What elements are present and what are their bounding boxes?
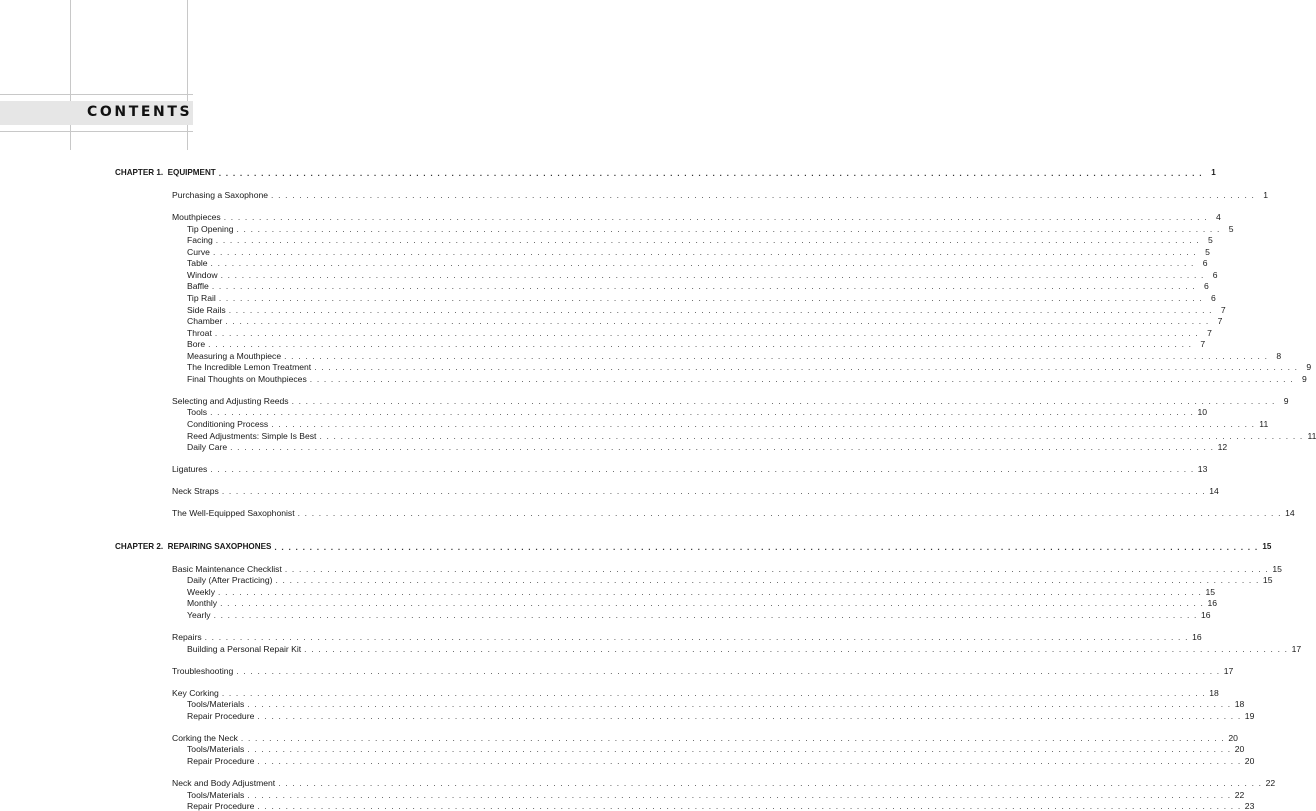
- subsection-title: Final Thoughts on Mouthpieces: [187, 373, 307, 384]
- section-title: Neck and Body Adjustment: [172, 778, 276, 788]
- subsection-title: Conditioning Process: [187, 418, 269, 429]
- toc-subsection[interactable]: [187, 642, 1302, 654]
- subsection-title: Yearly: [187, 610, 211, 620]
- chapter-name: EQUIPMENT: [167, 168, 216, 177]
- dot-leader: . . . . . . . . . . . . . . . . . . . . . . . . . . . . . . . . . . . . . . . . . . . . . . . . . . . . . . . . . . . . . . . . . . . . . . . . . . . . . . . . . . . . . . . . . . . . . . . . . . . . . . . . . . . . . . . . . . . . . . . . . . . . . . . . . . . . . . . . . . . .: [314, 362, 1299, 373]
- toc-subsection[interactable]: [187, 573, 1273, 586]
- chapter-title: [115, 168, 216, 178]
- chapter-label: CHAPTER 1.: [115, 168, 164, 177]
- toc-section[interactable]: [172, 731, 1238, 743]
- dot-leader: . . . . . . . . . . . . . . . . . . . . . . . . . . . . . . . . . . . . . . . . . . . . . . . . . . . . . . . . . . . . . . . . . . . . . . . . . . . . . . . . . . . . . . . . . . . . . . . . . . . . . . . . . . . . . . . . . . . . . . . . . . . . . . . . . . . . . . . . . . . .: [204, 632, 1189, 643]
- page-number: 7: [1220, 304, 1226, 315]
- toc-subsection[interactable]: [187, 233, 1213, 246]
- toc-subsection[interactable]: [187, 256, 1208, 269]
- page-number: 13: [1197, 464, 1208, 475]
- page-number: 16: [1201, 610, 1211, 620]
- toc-subsection[interactable]: [187, 372, 1307, 384]
- page-number: 17: [1291, 643, 1302, 654]
- dot-leader: . . . . . . . . . . . . . . . . . . . . . . . . . . . . . . . . . . . . . . . . . . . . . . . . . . . . . . . . . . . . . . . . . . . . . . . . . . . . . . . . . . . . . . . . . . . . . . . . . . . . . . . . . . . . . . . . . . . . . . . . . . . . . . . . . . . . . . . . . . . .: [212, 246, 1197, 257]
- toc-subsection[interactable]: [187, 608, 1211, 620]
- subsection-title: Repair Procedure: [187, 801, 255, 811]
- section-title: Selecting and Adjusting Reeds: [172, 395, 289, 406]
- section-title: Key Corking: [172, 687, 219, 698]
- dot-leader: . . . . . . . . . . . . . . . . . . . . . . . . . . . . . . . . . . . . . . . . . . . . . . . . . . . . . . . . . . . . . . . . . . . . . . . . . . . . . . . . . . . . . . . . . . . . . . . . . . . . . . . . . . . . . . . . . . . . . . . . . . . . . . . . . . . . . . . . . . . .: [210, 407, 1195, 418]
- dot-leader: . . . . . . . . . . . . . . . . . . . . . . . . . . . . . . . . . . . . . . . . . . . . . . . . . . . . . . . . . . . . . . . . . . . . . . . . . . . . . . . . . . . . . . . . . . . . . . . . . . . . . . . . . . . . . . . . . . . . . . . . . . . . . . . . . . . . . . . . . . . .: [291, 395, 1276, 406]
- page-number: 5: [1205, 246, 1210, 257]
- toc-subsection[interactable]: [187, 349, 1282, 361]
- page-number: 8: [1276, 350, 1282, 361]
- dot-leader: . . . . . . . . . . . . . . . . . . . . . . . . . . . . . . . . . . . . . . . . . . . . . . . . . . . . . . . . . . . . . . . . . . . . . . . . . . . . . . . . . . . . . . . . . . . . . . . . . . . . . . . . . . . . . . . . . . . . . . . . . . . . . . . . . . . . . . . . . . . .: [223, 212, 1208, 223]
- dot-leader: . . . . . . . . . . . . . . . . . . . . . . . . . . . . . . . . . . . . . . . . . . . . . . . . . . . . . . . . . . . . . . . . . . . . . . . . . . . . . . . . . . . . . . . . . . . . . . . . . . . . . . . . . . . . . . . . . . . . . . . . . . . . . . . . . . . . . . . . . . . .: [319, 430, 1304, 441]
- page-number: 20: [1234, 744, 1245, 755]
- toc-subsection[interactable]: [187, 360, 1312, 373]
- page-number: 6: [1211, 292, 1216, 303]
- section-title: Ligatures: [172, 464, 208, 475]
- dot-leader: . . . . . . . . . . . . . . . . . . . . . . . . . . . . . . . . . . . . . . . . . . . . . . . . . . . . . . . . . . . . . . . . . . . . . . . . . . . . . . . . . . . . . . . . . . . . . . . . . . . . . . . . . . . . . . . . . . . . . . . . . . . . . . . . . . . . . . . . . . . .: [221, 486, 1206, 497]
- subsection-title: Daily (After Practicing): [187, 575, 273, 586]
- toc-chapter-2[interactable]: [115, 540, 1272, 552]
- page-number: 9: [1306, 362, 1312, 373]
- subsection-title: Weekly: [187, 586, 216, 597]
- toc-section[interactable]: [172, 210, 1221, 223]
- dot-leader: . . . . . . . . . . . . . . . . . . . . . . . . . . . . . . . . . . . . . . . . . . . . . . . . . . . . . . . . . . . . . . . . . . . . . . . . . . . . . . . . . . . . . . . . . . . . . . . . . . . . . . . . . . . . . . . . . . . . . . . . . . . . . . . . . . . . . . . . . . . .: [297, 508, 1282, 519]
- dot-leader: . . . . . . . . . . . . . . . . . . . . . . . . . . . . . . . . . . . . . . . . . . . . . . . . . . . . . . . . . . . . . . . . . . . . . . . . . . . . . . . . . . . . . . . . . . . . . . . . . . . . . . . . . . . . . . . . . . . . . . . . . . . . . . . . . . . . . . . . . . . .: [284, 563, 1269, 574]
- toc-section[interactable]: [172, 394, 1289, 406]
- page-number: 15: [1262, 541, 1272, 551]
- subsection-title: The Incredible Lemon Treatment: [187, 362, 312, 373]
- subsection-title: Baffle: [187, 281, 209, 292]
- toc-subsection[interactable]: [187, 405, 1208, 418]
- subsection-title: Throat: [187, 327, 212, 338]
- subsection-title: Daily Care: [187, 442, 228, 453]
- dot-leader: . . . . . . . . . . . . . . . . . . . . . . . . . . . . . . . . . . . . . . . . . . . . . . . . . . . . . . . . . . . . . . . . . . . . . . . . . . . . . . . . . . . . . . . . . . . . . . . . . . . . . . . . . . . . . . . . . . . . . . . . . . . . . . . . . . . . . . . . . . . .: [278, 778, 1263, 788]
- dot-leader: . . . . . . . . . . . . . . . . . . . . . . . . . . . . . . . . . . . . . . . . . . . . . . . . . . . . . . . . . . . . . . . . . . . . . . . . . . . . . . . . . . . . . . . . . . . . . . . . . . . . . . . . . . . . . . . . . . . . . . . . . . . . . . . . . . . . . . . . . . . .: [247, 789, 1232, 800]
- toc-subsection[interactable]: [187, 268, 1218, 280]
- dot-leader: . . . . . . . . . . . . . . . . . . . . . . . . . . . . . . . . . . . . . . . . . . . . . . . . . . . . . . . . . . . . . . . . . . . . . . . . . . . . . . . . . . . . . . . . . . . . . . . . . . . . . . . . . . . . . . . . . . . . . . . . . . . . . . . . . . . . . . . . . . . .: [225, 316, 1210, 327]
- dot-leader: . . . . . . . . . . . . . . . . . . . . . . . . . . . . . . . . . . . . . . . . . . . . . . . . . . . . . . . . . . . . . . . . . . . . . . . . . . . . . . . . . . . . . . . . . . . . . . . . . . . . . . . . . . . . . . . . . . . . . . . . . . . . . . . . . . . . . . . . . . . .: [218, 586, 1203, 597]
- page-number: 16: [1207, 598, 1218, 609]
- dot-leader: . . . . . . . . . . . . . . . . . . . . . . . . . . . . . . . . . . . . . . . . . . . . . . . . . . . . . . . . . . . . . . . . . . . . . . . . . . . . . . . . . . . . . . . . . . . . . . . . . . . . . . . . . . . . . . . . . . . . . . . . . . . . . . . . . . . . . . . . . . . .: [211, 281, 1196, 292]
- dot-leader: . . . . . . . . . . . . . . . . . . . . . . . . . . . . . . . . . . . . . . . . . . . . . . . . . . . . . . . . . . . . . . . . . . . . . . . . . . . . . . . . . . . . . . . . . . . . . . . . . . . . . . . . . . . . . . . . . . . . . . . . . . . . . . . . . . . . . . . . . . . .: [218, 168, 1203, 178]
- toc-subsection[interactable]: [187, 697, 1245, 710]
- subsection-title: Tip Opening: [187, 223, 234, 234]
- subsection-title: Tools/Materials: [187, 744, 245, 755]
- toc-subsection[interactable]: [187, 709, 1255, 721]
- page-number: 6: [1204, 281, 1209, 292]
- toc-subsection[interactable]: [187, 799, 1255, 811]
- toc-subsection[interactable]: [187, 337, 1206, 350]
- toc-subsection[interactable]: [187, 291, 1216, 303]
- dot-leader: . . . . . . . . . . . . . . . . . . . . . . . . . . . . . . . . . . . . . . . . . . . . . . . . . . . . . . . . . . . . . . . . . . . . . . . . . . . . . . . . . . . . . . . . . . . . . . . . . . . . . . . . . . . . . . . . . . . . . . . . . . . . . . . . . . . . . . . . . . . .: [304, 643, 1289, 654]
- toc-section[interactable]: [172, 484, 1219, 497]
- subsection-title: Table: [187, 258, 208, 269]
- dot-leader: . . . . . . . . . . . . . . . . . . . . . . . . . . . . . . . . . . . . . . . . . . . . . . . . . . . . . . . . . . . . . . . . . . . . . . . . . . . . . . . . . . . . . . . . . . . . . . . . . . . . . . . . . . . . . . . . . . . . . . . . . . . . . . . . . . . . . . . . . . . .: [220, 598, 1205, 609]
- section-title: Troubleshooting: [172, 665, 234, 676]
- toc-section[interactable]: [172, 686, 1219, 698]
- toc-section[interactable]: [172, 506, 1295, 519]
- page-number: 6: [1212, 269, 1218, 280]
- page-title: CONTENTS: [87, 104, 193, 120]
- page-number: 5: [1208, 235, 1213, 246]
- dot-leader: . . . . . . . . . . . . . . . . . . . . . . . . . . . . . . . . . . . . . . . . . . . . . . . . . . . . . . . . . . . . . . . . . . . . . . . . . . . . . . . . . . . . . . . . . . . . . . . . . . . . . . . . . . . . . . . . . . . . . . . . . . . . . . . . . . . . . . . . . . . .: [210, 464, 1195, 475]
- section-title: The Well-Equipped Saxophonist: [172, 508, 295, 519]
- page-number: 22: [1234, 789, 1245, 800]
- subsection-title: Window: [187, 269, 218, 280]
- subsection-title: Building a Personal Repair Kit: [187, 643, 302, 654]
- dot-leader: . . . . . . . . . . . . . . . . . . . . . . . . . . . . . . . . . . . . . . . . . . . . . . . . . . . . . . . . . . . . . . . . . . . . . . . . . . . . . . . . . . . . . . . . . . . . . . . . . . . . . . . . . . . . . . . . . . . . . . . . . . . . . . . . . . . . . . . . . . . .: [210, 258, 1195, 269]
- page-number: 7: [1217, 316, 1223, 327]
- subsection-title: Chamber: [187, 316, 223, 327]
- page-number: 14: [1285, 508, 1295, 519]
- page-number: 15: [1262, 575, 1273, 586]
- dot-leader: . . . . . . . . . . . . . . . . . . . . . . . . . . . . . . . . . . . . . . . . . . . . . . . . . . . . . . . . . . . . . . . . . . . . . . . . . . . . . . . . . . . . . . . . . . . . . . . . . . . . . . . . . . . . . . . . . . . . . . . . . . . . . . . . . . . . . . . . . . . .: [257, 801, 1242, 811]
- dot-leader: . . . . . . . . . . . . . . . . . . . . . . . . . . . . . . . . . . . . . . . . . . . . . . . . . . . . . . . . . . . . . . . . . . . . . . . . . . . . . . . . . . . . . . . . . . . . . . . . . . . . . . . . . . . . . . . . . . . . . . . . . . . . . . . . . . . . . . . . . . . .: [218, 292, 1203, 303]
- toc-subsection[interactable]: [187, 754, 1255, 766]
- subsection-title: Repair Procedure: [187, 710, 255, 721]
- toc-section[interactable]: [172, 776, 1276, 788]
- page-number: 1: [1211, 168, 1216, 177]
- dot-leader: . . . . . . . . . . . . . . . . . . . . . . . . . . . . . . . . . . . . . . . . . . . . . . . . . . . . . . . . . . . . . . . . . . . . . . . . . . . . . . . . . . . . . . . . . . . . . . . . . . . . . . . . . . . . . . . . . . . . . . . . . . . . . . . . . . . . . . . . . . . .: [257, 710, 1242, 721]
- subsection-title: Tip Rail: [187, 292, 216, 303]
- toc-subsection[interactable]: [187, 417, 1269, 429]
- section-title: Neck Straps: [172, 486, 219, 497]
- dot-leader: . . . . . . . . . . . . . . . . . . . . . . . . . . . . . . . . . . . . . . . . . . . . . . . . . . . . . . . . . . . . . . . . . . . . . . . . . . . . . . . . . . . . . . . . . . . . . . . . . . . . . . . . . . . . . . . . . . . . . . . . . . . . . . . . . . . . . . . . . . . .: [257, 755, 1242, 766]
- dot-leader: . . . . . . . . . . . . . . . . . . . . . . . . . . . . . . . . . . . . . . . . . . . . . . . . . . . . . . . . . . . . . . . . . . . . . . . . . . . . . . . . . . . . . . . . . . . . . . . . . . . . . . . . . . . . . . . . . . . . . . . . . . . . . . . . . . . . . . . . . . . .: [236, 223, 1221, 234]
- subsection-title: Curve: [187, 246, 210, 257]
- page-number: 20: [1228, 732, 1238, 743]
- page-number: 18: [1234, 699, 1245, 710]
- page-number: 15: [1272, 563, 1282, 574]
- page-number: 4: [1215, 212, 1221, 223]
- page-number: 10: [1197, 407, 1208, 418]
- dot-leader: . . . . . . . . . . . . . . . . . . . . . . . . . . . . . . . . . . . . . . . . . . . . . . . . . . . . . . . . . . . . . . . . . . . . . . . . . . . . . . . . . . . . . . . . . . . . . . . . . . . . . . . . . . . . . . . . . . . . . . . . . . . . . . . . . . . . . . . . . . . .: [309, 373, 1294, 384]
- section-title: Repairs: [172, 632, 202, 643]
- subsection-title: Tools/Materials: [187, 789, 245, 800]
- toc-subsection[interactable]: [187, 326, 1212, 338]
- section-title: Mouthpieces: [172, 212, 221, 223]
- dot-leader: . . . . . . . . . . . . . . . . . . . . . . . . . . . . . . . . . . . . . . . . . . . . . . . . . . . . . . . . . . . . . . . . . . . . . . . . . . . . . . . . . . . . . . . . . . . . . . . . . . . . . . . . . . . . . . . . . . . . . . . . . . . . . . . . . . . . . . . . . . . .: [228, 304, 1213, 315]
- toc-section[interactable]: [172, 462, 1208, 475]
- toc-subsection[interactable]: [187, 429, 1316, 441]
- dot-leader: . . . . . . . . . . . . . . . . . . . . . . . . . . . . . . . . . . . . . . . . . . . . . . . . . . . . . . . . . . . . . . . . . . . . . . . . . . . . . . . . . . . . . . . . . . . . . . . . . . . . . . . . . . . . . . . . . . . . . . . . . . . . . . . . . . . . . . . . . . . .: [236, 665, 1221, 676]
- page-number: 7: [1207, 327, 1212, 338]
- page-number: 5: [1228, 223, 1234, 234]
- section-title: Basic Maintenance Checklist: [172, 563, 282, 574]
- subsection-title: Bore: [187, 339, 206, 350]
- page-number: 1: [1263, 190, 1269, 201]
- dot-leader: . . . . . . . . . . . . . . . . . . . . . . . . . . . . . . . . . . . . . . . . . . . . . . . . . . . . . . . . . . . . . . . . . . . . . . . . . . . . . . . . . . . . . . . . . . . . . . . . . . . . . . . . . . . . . . . . . . . . . . . . . . . . . . . . . . . . . . . . . . . .: [208, 339, 1193, 350]
- dot-leader: . . . . . . . . . . . . . . . . . . . . . . . . . . . . . . . . . . . . . . . . . . . . . . . . . . . . . . . . . . . . . . . . . . . . . . . . . . . . . . . . . . . . . . . . . . . . . . . . . . . . . . . . . . . . . . . . . . . . . . . . . . . . . . . . . . . . . . . . . . . .: [271, 418, 1256, 429]
- dot-leader: . . . . . . . . . . . . . . . . . . . . . . . . . . . . . . . . . . . . . . . . . . . . . . . . . . . . . . . . . . . . . . . . . . . . . . . . . . . . . . . . . . . . . . . . . . . . . . . . . . . . . . . . . . . . . . . . . . . . . . . . . . . . . . . . . . . . . . . . . . . .: [284, 350, 1269, 361]
- subsection-title: Measuring a Mouthpiece: [187, 350, 282, 361]
- toc-section[interactable]: [172, 562, 1282, 574]
- dot-leader: . . . . . . . . . . . . . . . . . . . . . . . . . . . . . . . . . . . . . . . . . . . . . . . . . . . . . . . . . . . . . . . . . . . . . . . . . . . . . . . . . . . . . . . . . . . . . . . . . . . . . . . . . . . . . . . . . . . . . . . . . . . . . . . . . . . . . . . . . . . .: [230, 442, 1215, 453]
- section-title: Purchasing a Saxophone: [172, 190, 269, 201]
- page-number: 16: [1192, 632, 1202, 643]
- page-number: 9: [1283, 395, 1289, 406]
- page-number: 19: [1244, 710, 1255, 721]
- dot-leader: . . . . . . . . . . . . . . . . . . . . . . . . . . . . . . . . . . . . . . . . . . . . . . . . . . . . . . . . . . . . . . . . . . . . . . . . . . . . . . . . . . . . . . . . . . . . . . . . . . . . . . . . . . . . . . . . . . . . . . . . . . . . . . . . . . . . . . . . . . . .: [271, 190, 1256, 201]
- dot-leader: . . . . . . . . . . . . . . . . . . . . . . . . . . . . . . . . . . . . . . . . . . . . . . . . . . . . . . . . . . . . . . . . . . . . . . . . . . . . . . . . . . . . . . . . . . . . . . . . . . . . . . . . . . . . . . . . . . . . . . . . . . . . . . . . . . . . . . . . . . . .: [214, 327, 1199, 338]
- dot-leader: . . . . . . . . . . . . . . . . . . . . . . . . . . . . . . . . . . . . . . . . . . . . . . . . . . . . . . . . . . . . . . . . . . . . . . . . . . . . . . . . . . . . . . . . . . . . . . . . . . . . . . . . . . . . . . . . . . . . . . . . . . . . . . . . . . . . . . . . . . . .: [240, 732, 1225, 743]
- subsection-title: Side Rails: [187, 304, 226, 315]
- subsection-title: Facing: [187, 235, 213, 246]
- page-number: 23: [1244, 801, 1255, 811]
- toc-subsection[interactable]: [187, 279, 1209, 292]
- toc-subsection[interactable]: [187, 314, 1223, 327]
- dot-leader: . . . . . . . . . . . . . . . . . . . . . . . . . . . . . . . . . . . . . . . . . . . . . . . . . . . . . . . . . . . . . . . . . . . . . . . . . . . . . . . . . . . . . . . . . . . . . . . . . . . . . . . . . . . . . . . . . . . . . . . . . . . . . . . . . . . . . . . . . . . .: [215, 235, 1200, 246]
- page-number: 18: [1209, 687, 1219, 698]
- page-number: 14: [1209, 486, 1219, 497]
- toc-subsection[interactable]: [187, 596, 1218, 609]
- chapter-name: REPAIRING SAXOPHONES: [167, 541, 272, 551]
- dot-leader: . . . . . . . . . . . . . . . . . . . . . . . . . . . . . . . . . . . . . . . . . . . . . . . . . . . . . . . . . . . . . . . . . . . . . . . . . . . . . . . . . . . . . . . . . . . . . . . . . . . . . . . . . . . . . . . . . . . . . . . . . . . . . . . . . . . . . . . . . . . .: [220, 269, 1205, 280]
- toc-section[interactable]: [172, 664, 1234, 676]
- toc-subsection[interactable]: [187, 303, 1226, 315]
- subsection-title: Reed Adjustments: Simple Is Best: [187, 430, 317, 441]
- section-title: Corking the Neck: [172, 732, 238, 743]
- dot-leader: . . . . . . . . . . . . . . . . . . . . . . . . . . . . . . . . . . . . . . . . . . . . . . . . . . . . . . . . . . . . . . . . . . . . . . . . . . . . . . . . . . . . . . . . . . . . . . . . . . . . . . . . . . . . . . . . . . . . . . . . . . . . . . . . . . . . . . . . . . . .: [275, 575, 1260, 586]
- page-number: 12: [1217, 442, 1228, 453]
- dot-leader: . . . . . . . . . . . . . . . . . . . . . . . . . . . . . . . . . . . . . . . . . . . . . . . . . . . . . . . . . . . . . . . . . . . . . . . . . . . . . . . . . . . . . . . . . . . . . . . . . . . . . . . . . . . . . . . . . . . . . . . . . . . . . . . . . . . . . . . . . . . .: [247, 699, 1232, 710]
- toc-section[interactable]: [172, 188, 1269, 201]
- page-number: 9: [1301, 373, 1307, 384]
- page-number: 22: [1265, 778, 1276, 788]
- dot-leader: . . . . . . . . . . . . . . . . . . . . . . . . . . . . . . . . . . . . . . . . . . . . . . . . . . . . . . . . . . . . . . . . . . . . . . . . . . . . . . . . . . . . . . . . . . . . . . . . . . . . . . . . . . . . . . . . . . . . . . . . . . . . . . . . . . . . . . . . . . . .: [274, 541, 1259, 552]
- dot-leader: . . . . . . . . . . . . . . . . . . . . . . . . . . . . . . . . . . . . . . . . . . . . . . . . . . . . . . . . . . . . . . . . . . . . . . . . . . . . . . . . . . . . . . . . . . . . . . . . . . . . . . . . . . . . . . . . . . . . . . . . . . . . . . . . . . . . . . . . . . . .: [247, 744, 1232, 755]
- subsection-title: Monthly: [187, 598, 218, 609]
- toc-subsection[interactable]: [187, 440, 1228, 453]
- subsection-title: Repair Procedure: [187, 755, 255, 766]
- dot-leader: . . . . . . . . . . . . . . . . . . . . . . . . . . . . . . . . . . . . . . . . . . . . . . . . . . . . . . . . . . . . . . . . . . . . . . . . . . . . . . . . . . . . . . . . . . . . . . . . . . . . . . . . . . . . . . . . . . . . . . . . . . . . . . . . . . . . . . . . . . . .: [213, 610, 1198, 620]
- chapter-title: [115, 542, 271, 552]
- page-number: 15: [1205, 586, 1216, 597]
- page-number: 11: [1259, 418, 1269, 429]
- page-number: 20: [1244, 755, 1255, 766]
- subsection-title: Tools: [187, 407, 208, 418]
- chapter-label: CHAPTER 2.: [115, 541, 164, 551]
- page-number: 7: [1200, 339, 1206, 350]
- toc-section[interactable]: [172, 630, 1202, 643]
- toc-subsection[interactable]: [187, 742, 1245, 755]
- toc-subsection[interactable]: [187, 585, 1216, 597]
- page-number: 17: [1223, 665, 1234, 676]
- dot-leader: . . . . . . . . . . . . . . . . . . . . . . . . . . . . . . . . . . . . . . . . . . . . . . . . . . . . . . . . . . . . . . . . . . . . . . . . . . . . . . . . . . . . . . . . . . . . . . . . . . . . . . . . . . . . . . . . . . . . . . . . . . . . . . . . . . . . . . . . . . . .: [221, 687, 1206, 698]
- toc-subsection[interactable]: [187, 245, 1210, 257]
- page-number: 6: [1202, 258, 1208, 269]
- toc-subsection[interactable]: [187, 222, 1234, 234]
- toc-chapter-1[interactable]: [115, 166, 1216, 178]
- page-number: 11: [1307, 430, 1316, 441]
- subsection-title: Tools/Materials: [187, 699, 245, 710]
- toc-subsection[interactable]: [187, 788, 1245, 800]
